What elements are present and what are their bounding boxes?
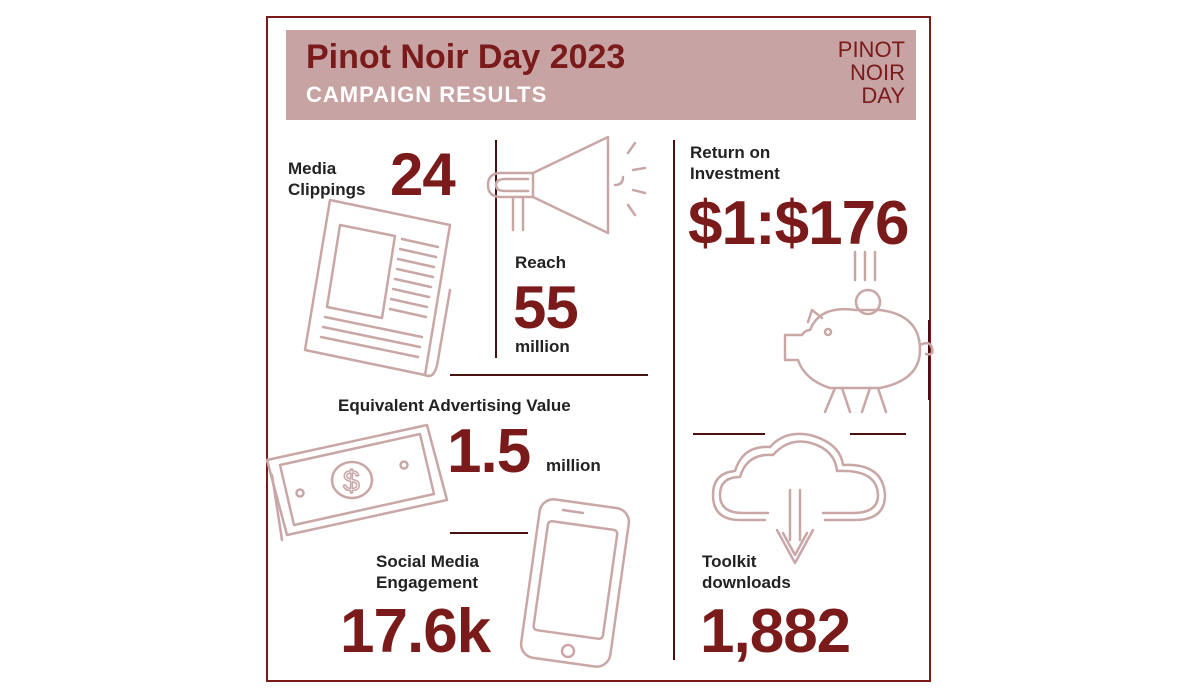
ad-value-label: Equivalent Advertising Value — [338, 396, 571, 415]
reach-label: Reach — [515, 253, 567, 272]
roi-value: $1:$176 — [688, 189, 909, 258]
smartphone-icon — [515, 495, 645, 675]
social-label-line-1: Social Media — [376, 552, 479, 571]
toolkit-label-line-1: Toolkit — [702, 552, 757, 571]
toolkit-label-line-2: downloads — [702, 573, 791, 592]
cloud-download-icon — [705, 425, 895, 570]
divider-above-ad-value — [450, 374, 648, 376]
media-clippings-value: 24 — [390, 141, 455, 208]
reach-value: 55 — [513, 274, 578, 341]
ad-value-unit: million — [546, 456, 601, 475]
piggy-bank-icon — [780, 250, 940, 420]
divider-center-column — [673, 140, 675, 660]
toolkit-value: 1,882 — [700, 597, 851, 666]
roi-label-line-1: Return on — [690, 143, 771, 162]
roi-label — [690, 142, 780, 184]
logo-line-1: PINOT — [837, 37, 905, 62]
logo-line-2: NOIR — [850, 60, 905, 85]
page-subtitle: CAMPAIGN RESULTS — [306, 82, 548, 107]
roi-label-line-2: Investment — [690, 164, 780, 183]
megaphone-icon — [483, 135, 653, 235]
svg-text:$: $ — [343, 465, 360, 498]
newspaper-icon — [300, 195, 460, 385]
pinot-noir-day-logo — [795, 38, 905, 113]
social-label — [376, 551, 479, 593]
reach-unit: million — [515, 337, 570, 356]
social-value: 17.6k — [340, 597, 491, 666]
ad-value-value: 1.5 — [447, 417, 531, 486]
dollar-bill-icon — [262, 420, 452, 540]
media-clippings-label: Media Clippings — [288, 159, 366, 199]
social-label-line-2: Engagement — [376, 573, 479, 592]
page-title: Pinot Noir Day 2023 — [306, 38, 626, 76]
logo-line-3: DAY — [861, 83, 905, 108]
